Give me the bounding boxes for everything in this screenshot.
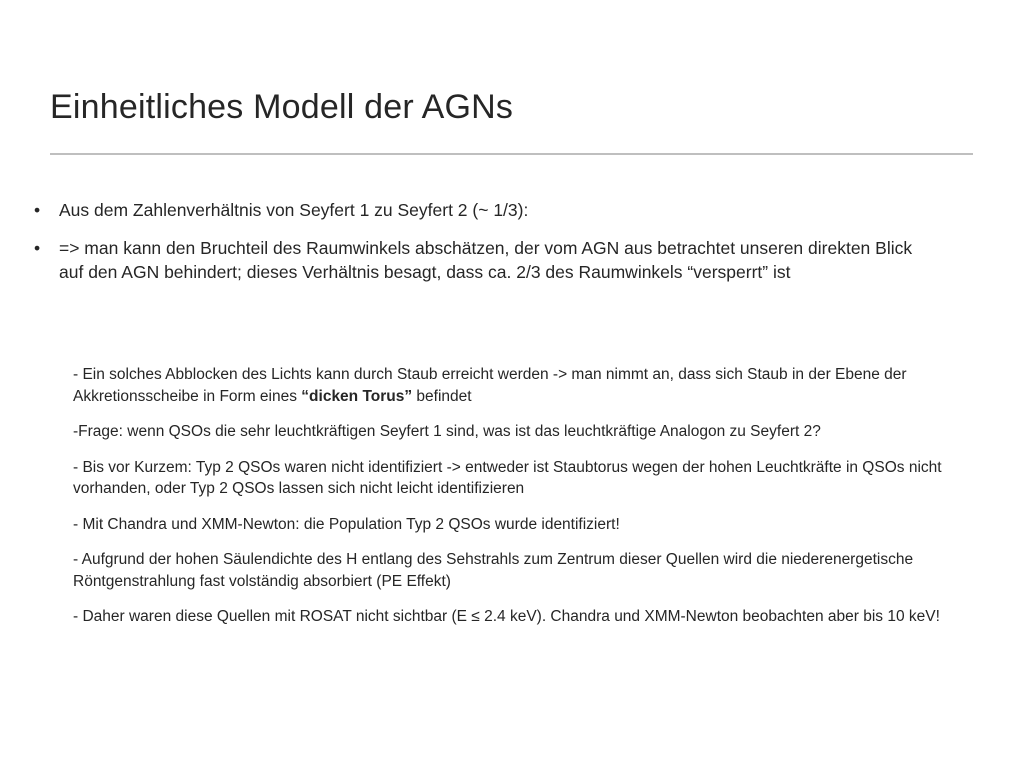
bullet-marker: • [34, 200, 41, 220]
sub-paragraphs [73, 364, 993, 642]
slide-title: Einheitliches Modell der AGNs [50, 88, 514, 126]
paragraph-text: befindet [412, 387, 472, 405]
bullet-item [34, 236, 934, 284]
bullet-text: => man kann den Bruchteil des Raumwinkels abschätzen, der vom AGN aus betrachtet unseren direkten Blick auf den AGN behindert; dieses Verhältnis besagt, dass ca. 2/3 des Raumwinkels “versperrt” ist [59, 238, 913, 282]
paragraph-torus [73, 364, 993, 407]
bullet-marker: • [34, 238, 41, 258]
paragraph-bold-term: “dicken Torus” [301, 387, 413, 405]
paragraph-history: - Bis vor Kurzem: Typ 2 QSOs waren nicht identifiziert -> entweder ist Staubtorus wegen der hohen Leuchtkräfte in QSOs nicht vorhanden, oder Typ 2 QSOs lassen sich nicht leicht identifizieren [73, 458, 942, 497]
paragraph-absorption: - Aufgrund der hohen Säulendichte des H entlang des Sehstrahls zum Zentrum dieser Quellen wird die niederenergetische Röntgenstrahlung fast volständig absorbiert (PE Effekt) [73, 551, 914, 590]
paragraph-question: -Frage: wenn QSOs die sehr leuchtkräftigen Seyfert 1 sind, was ist das leuchtkräftige Analogon zu Seyfert 2? [73, 423, 821, 440]
bullet-item [34, 198, 934, 222]
paragraph-rosat: - Daher waren diese Quellen mit ROSAT nicht sichtbar (E ≤ 2.4 keV). Chandra und XMM-Newton beobachten aber bis 10 keV! [73, 608, 940, 625]
title-divider [50, 153, 973, 155]
paragraph-chandra: - Mit Chandra und XMM-Newton: die Population Typ 2 QSOs wurde identifiziert! [73, 515, 620, 533]
bullet-list [34, 198, 934, 298]
paragraph-text: - Ein solches Abblocken des Lichts kann durch Staub erreicht werden -> man nimmt an, dass sich Staub in der Ebene der Akkretionsscheibe in Form eines [73, 366, 907, 405]
bullet-text: Aus dem Zahlenverhältnis von Seyfert 1 zu Seyfert 2 (~ 1/3): [59, 200, 529, 220]
